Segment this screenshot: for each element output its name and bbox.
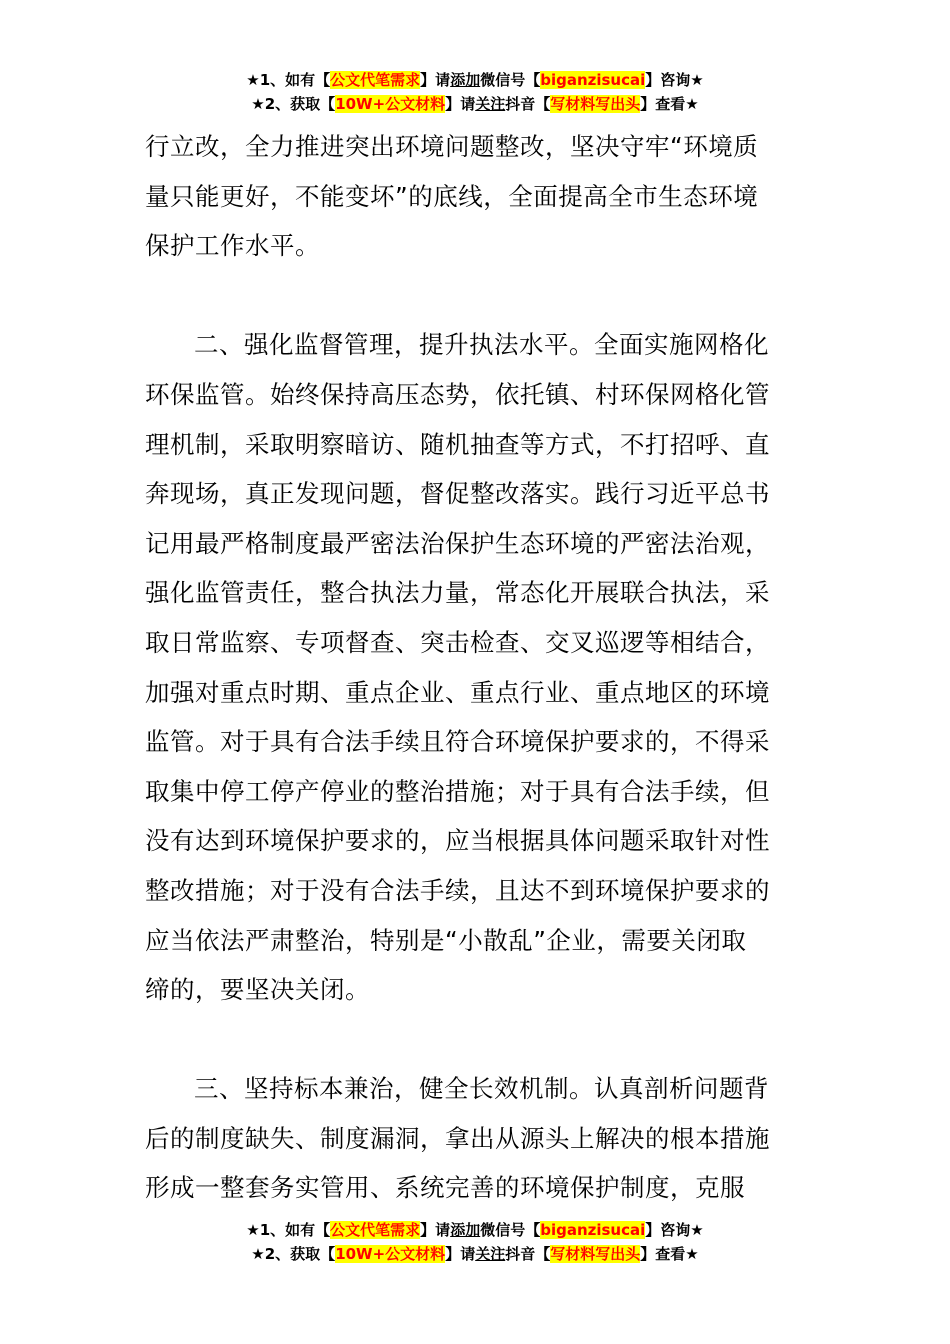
text-line: 没有达到环境保护要求的，应当根据具体问题采取针对性 [145, 826, 770, 856]
text-line: 监管。对于具有合法手续且符合环境保护要求的，不得采 [145, 727, 770, 757]
banner-line-2: ★2、获取【10W+公文材料】请关注抖音【写材料写出头】查看★ [251, 1245, 699, 1263]
text-line: 二、强化监督管理，提升执法水平。全面实施网格化 [194, 330, 769, 360]
banner-highlight: 写材料写出头 [550, 95, 641, 113]
paragraph-section-2 [145, 320, 807, 1014]
header-banner [0, 68, 950, 116]
footer-banner [0, 1218, 950, 1266]
banner-highlight: 公文代笔需求 [330, 71, 421, 89]
banner-highlight: 公文代笔需求 [330, 1221, 421, 1239]
text-line: 缔的，要坚决关闭。 [145, 975, 370, 1005]
banner-line-2: ★2、获取【10W+公文材料】请关注抖音【写材料写出头】查看★ [251, 95, 699, 113]
text-line: 加强对重点时期、重点企业、重点行业、重点地区的环境 [145, 677, 770, 707]
text-line: 形成一整套务实管用、系统完善的环境保护制度，克服 [145, 1173, 745, 1203]
paragraph-continuation [145, 122, 807, 271]
text-line: 强化监管责任，整合执法力量，常态化开展联合执法，采 [145, 578, 770, 608]
text-line: 行立改，全力推进突出环境问题整改，坚决守牢“环境质 [145, 132, 759, 161]
text-line: 三、坚持标本兼治，健全长效机制。认真剖析问题背 [194, 1074, 769, 1104]
banner-line-1: ★1、如有【公文代笔需求】请添加微信号【biganzisucai】咨询★ [246, 1221, 704, 1239]
text-line: 取集中停工停产停业的整治措施；对于具有合法手续，但 [145, 776, 770, 806]
text-line: 环保监管。始终保持高压态势，依托镇、村环保网格化管 [145, 379, 770, 409]
banner-line-1: ★1、如有【公文代笔需求】请添加微信号【biganzisucai】咨询★ [246, 71, 704, 89]
banner-highlight: 写材料写出头 [550, 1245, 641, 1263]
paragraph-section-3 [145, 1064, 807, 1213]
banner-highlight: biganzisucai [540, 71, 646, 89]
document-body [145, 122, 807, 1263]
banner-highlight: 10W+公文材料 [335, 95, 446, 113]
banner-highlight: biganzisucai [540, 1221, 646, 1239]
text-line: 量只能更好，不能变坏”的底线，全面提高全市生态环境 [145, 181, 759, 211]
banner-highlight: 10W+公文材料 [335, 1245, 446, 1263]
text-line: 奔现场，真正发现问题，督促整改落实。践行习近平总书 [145, 479, 770, 509]
text-line: 理机制，采取明察暗访、随机抽查等方式，不打招呼、直 [145, 429, 770, 459]
text-line: 后的制度缺失、制度漏洞，拿出从源头上解决的根本措施 [145, 1123, 770, 1153]
text-line: 整改措施；对于没有合法手续，且达不到环境保护要求的 [145, 875, 770, 905]
text-line: 保护工作水平。 [145, 231, 320, 261]
text-line: 取日常监察、专项督查、突击检查、交叉巡逻等相结合， [145, 627, 770, 657]
text-line: 记用最严格制度最严密法治保护生态环境的严密法治观， [145, 528, 770, 558]
text-line: 应当依法严肃整治，特别是“小散乱”企业，需要关闭取 [145, 925, 747, 955]
